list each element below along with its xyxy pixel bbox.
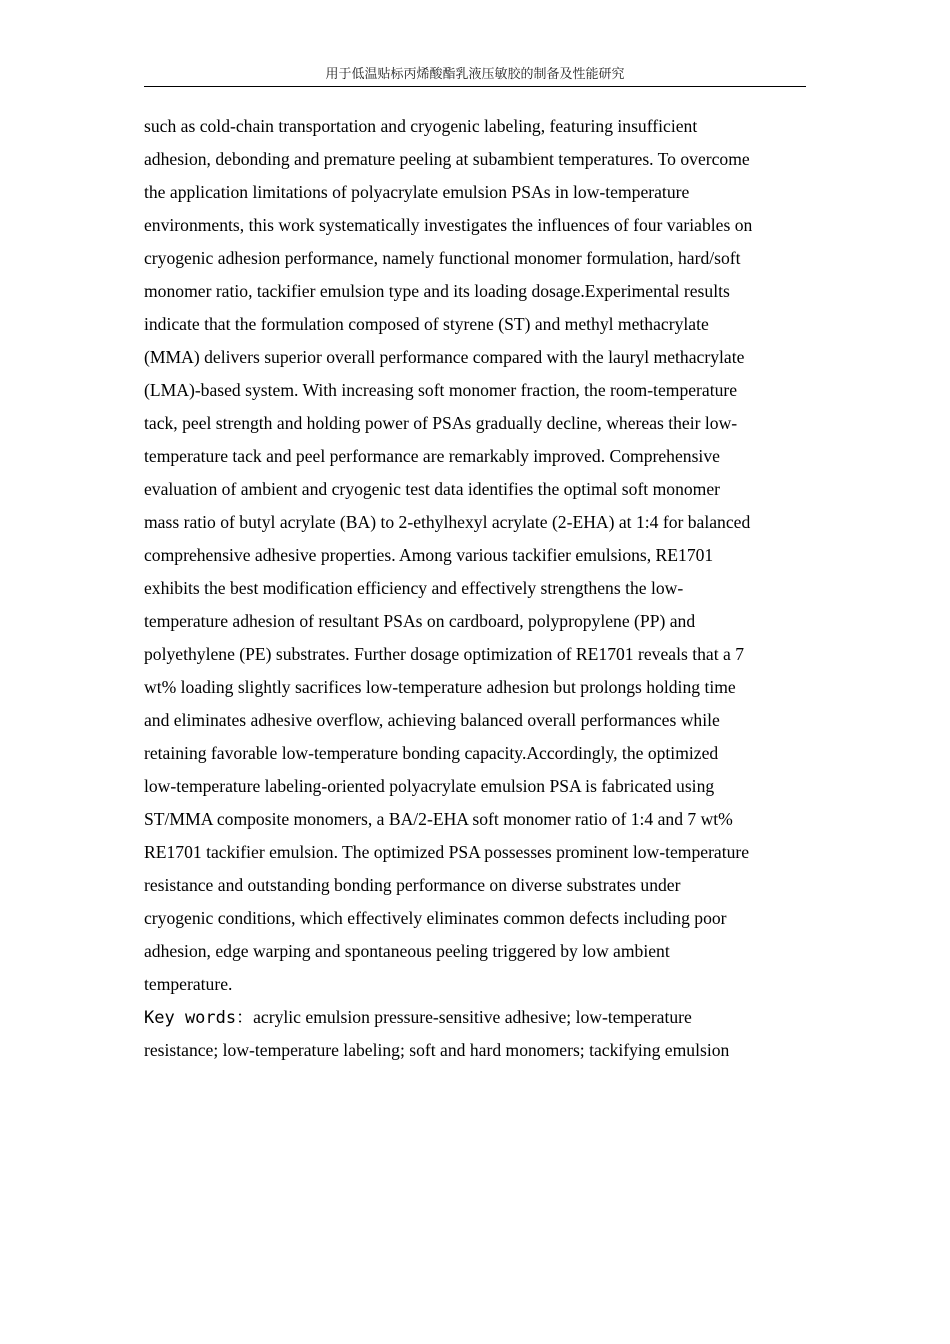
abstract-line: wt% loading slightly sacrifices low-temperature adhesion but prolongs holding time — [144, 677, 736, 697]
abstract-line: evaluation of ambient and cryogenic test data identifies the optimal soft monomer — [144, 479, 721, 499]
abstract-line: cryogenic conditions, which effectively eliminates common defects including poor — [144, 908, 727, 928]
abstract-line: temperature tack and peel performance are remarkably improved. Comprehensive — [144, 446, 720, 466]
abstract-line: polyethylene (PE) substrates. Further dosage optimization of RE1701 reveals that a 7 — [144, 644, 745, 664]
abstract-line: (LMA)-based system. With increasing soft monomer fraction, the room-temperature — [144, 380, 738, 400]
running-header — [144, 66, 806, 87]
abstract-line: the application limitations of polyacrylate emulsion PSAs in low-temperature — [144, 182, 690, 202]
abstract-line: adhesion, debonding and premature peeling at subambient temperatures. To overcome — [144, 149, 750, 169]
abstract-line: such as cold-chain transportation and cryogenic labeling, featuring insufficient — [144, 116, 698, 136]
abstract-line: tack, peel strength and holding power of PSAs gradually decline, whereas their low- — [144, 413, 738, 433]
abstract-line: ST/MMA composite monomers, a BA/2-EHA soft monomer ratio of 1:4 and 7 wt% — [144, 809, 733, 829]
abstract-line: indicate that the formulation composed of styrene (ST) and methyl methacrylate — [144, 314, 709, 334]
abstract-line: and eliminates adhesive overflow, achieving balanced overall performances while — [144, 710, 720, 730]
abstract-line: retaining favorable low-temperature bonding capacity.Accordingly, the optimized — [144, 743, 719, 763]
abstract-line: environments, this work systematically investigates the influences of four variables on — [144, 215, 753, 235]
abstract-line: resistance and outstanding bonding performance on diverse substrates under — [144, 875, 681, 895]
abstract-line: cryogenic adhesion performance, namely functional monomer formulation, hard/soft — [144, 248, 741, 268]
keywords-label: Key words： — [144, 1008, 254, 1028]
keywords-line-1 — [144, 1001, 806, 1034]
running-title: 用于低温贴标丙烯酸酯乳液压敏胶的制备及性能研究 — [325, 67, 625, 82]
abstract-line: (MMA) delivers superior overall performance compared with the lauryl methacrylate — [144, 347, 745, 367]
abstract-line: monomer ratio, tackifier emulsion type and its loading dosage.Experimental results — [144, 281, 730, 301]
keywords-text: acrylic emulsion pressure-sensitive adhesive; low-temperature — [253, 1007, 692, 1027]
abstract-line: RE1701 tackifier emulsion. The optimized PSA possesses prominent low-temperature — [144, 842, 750, 862]
abstract-line: adhesion, edge warping and spontaneous peeling triggered by low ambient — [144, 941, 670, 961]
abstract-line: exhibits the best modification efficiency and effectively strengthens the low- — [144, 578, 684, 598]
keywords-line-2: resistance; low-temperature labeling; soft and hard monomers; tackifying emulsion — [144, 1040, 730, 1060]
abstract-body — [144, 110, 806, 1067]
abstract-line: comprehensive adhesive properties. Among various tackifier emulsions, RE1701 — [144, 545, 714, 565]
abstract-line: low-temperature labeling-oriented polyacrylate emulsion PSA is fabricated using — [144, 776, 715, 796]
abstract-line: temperature adhesion of resultant PSAs on cardboard, polypropylene (PP) and — [144, 611, 696, 631]
abstract-line: mass ratio of butyl acrylate (BA) to 2-ethylhexyl acrylate (2-EHA) at 1:4 for balanced — [144, 512, 751, 532]
abstract-line: temperature. — [144, 974, 233, 994]
